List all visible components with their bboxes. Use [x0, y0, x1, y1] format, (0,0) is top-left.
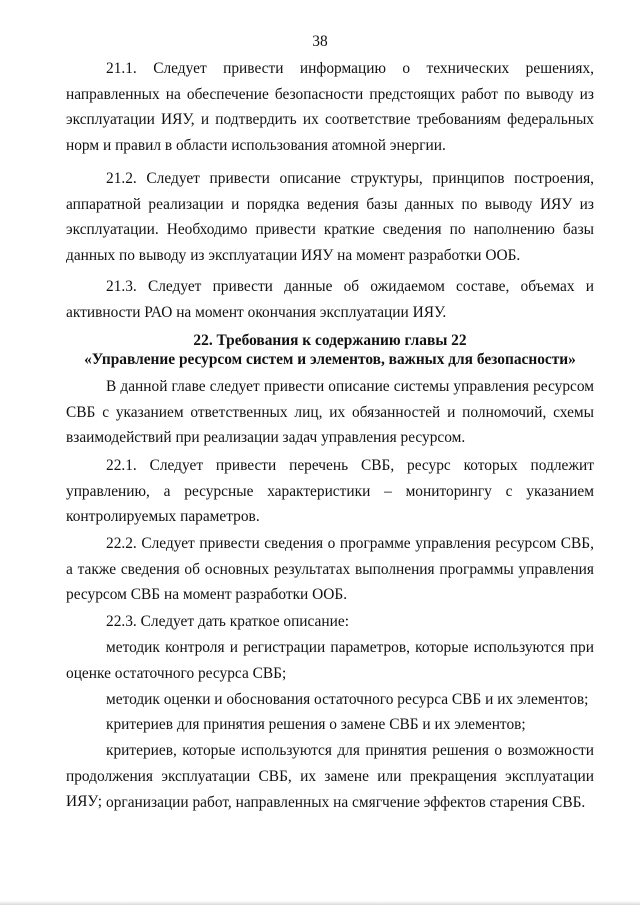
paragraph-21-2: 21.2. Следует привести описание структуры, принципов построения, аппаратной реализации и порядка ведения базы данных по выводу ИЯУ из эксплуатации. Необходимо привести краткие сведения по наполнению базы данных по выводу из эксплуатации ИЯУ на момент разработки ООБ. — [66, 170, 594, 264]
list-item-1: методик контроля и регистрации параметров, которые используются при оценке остаточного ресурса СВБ; — [66, 639, 594, 682]
paragraph-21-1: 21.1. Следует привести информацию о технических решениях, направленных на обеспечение безопасности предстоящих работ по выводу из эксплуатации ИЯУ, и подтвердить их соответствие требованиям федеральных норм и правил в области использования атомной энергии. — [66, 60, 594, 154]
scan-edge — [0, 901, 640, 905]
list-item-4: критериев, которые используются для принятия решения о возможности продолжения эксплуатации СВБ, их замене или прекращения эксплуатации ИЯУ; — [66, 742, 594, 811]
list-item-3: критериев для принятия решения о замене СВБ и их элементов; — [106, 716, 526, 733]
list-item-2: методик оценки и обоснования остаточного ресурса СВБ и их элементов; — [106, 691, 589, 708]
paragraph-22-2: 22.2. Следует привести сведения о программе управления ресурсом СВБ, а также сведения об основных результатах выполнения программы управления ресурсом СВБ на момент разработки ООБ. — [66, 535, 594, 604]
list-item-5: организации работ, направленных на смягчение эффектов старения СВБ. — [106, 794, 586, 811]
page-number: 38 — [312, 33, 328, 50]
section-heading-22 — [66, 331, 594, 369]
paragraph-21-3: 21.3. Следует привести данные об ожидаемом составе, объемах и активности РАО на момент окончания эксплуатации ИЯУ. — [66, 278, 594, 321]
section-heading-line-2: «Управление ресурсом систем и элементов, важных для безопасности» — [84, 351, 576, 368]
section-heading-line-1: 22. Требования к содержанию главы 22 — [193, 332, 467, 349]
paragraph-section-intro: В данной главе следует привести описание системы управления ресурсом СВБ с указанием ответственных лиц, их обязанностей и полномочий, схемы взаимодействий при реализации задач управления ресурсом. — [66, 378, 594, 447]
paragraph-22-1: 22.1. Следует привести перечень СВБ, ресурс которых подлежит управлению, а ресурсные характеристики – мониторингу с указанием контролируемых параметров. — [66, 457, 594, 526]
paragraph-22-3: 22.3. Следует дать краткое описание: — [106, 613, 349, 630]
